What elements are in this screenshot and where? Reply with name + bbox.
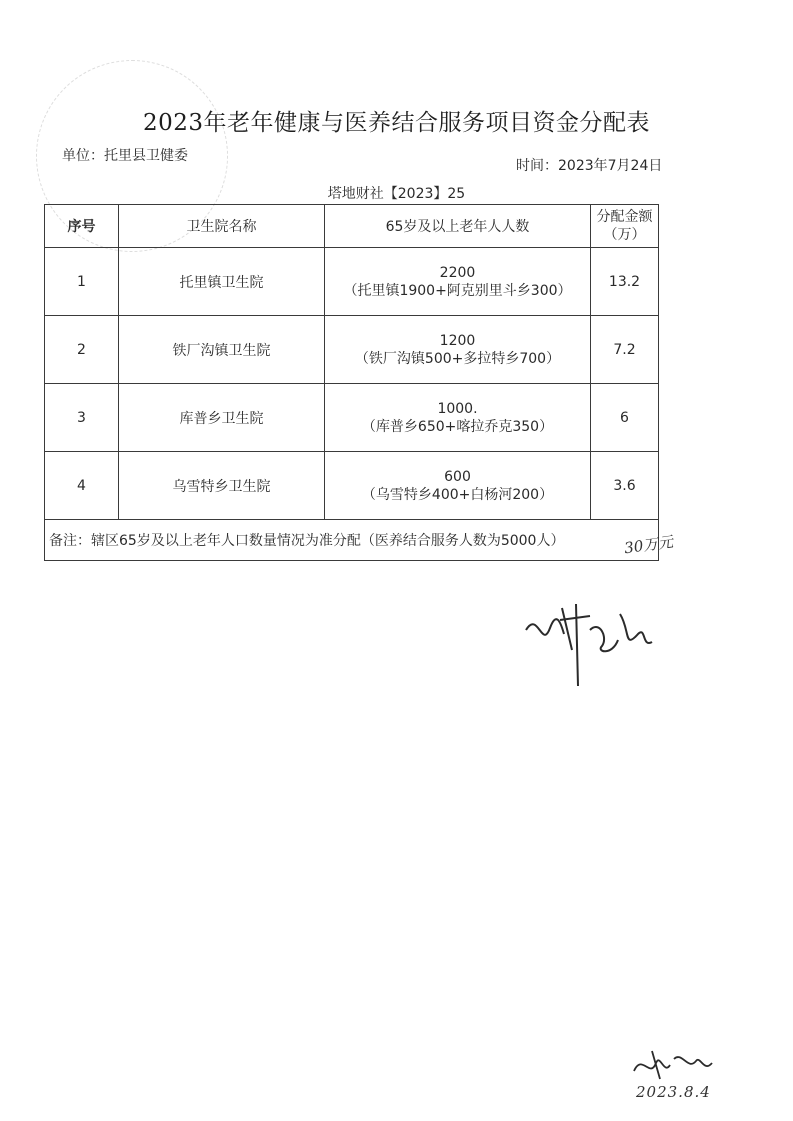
row-count: [325, 384, 591, 452]
header-amount-line2: （万）: [603, 227, 646, 243]
table-row: [45, 248, 659, 316]
header-count: 65岁及以上老年人人数: [325, 205, 591, 248]
table-row: [45, 384, 659, 452]
row-count-breakdown: （库普乡650+喀拉乔克350）: [361, 418, 554, 435]
row-count: [325, 452, 591, 520]
row-count-total: 600: [444, 468, 471, 485]
signature-scribble-1: [520, 590, 660, 690]
row-index: 1: [45, 248, 119, 316]
document-number: 塔地财社【2023】25: [327, 186, 466, 202]
row-hospital: 乌雪特乡卫生院: [119, 452, 325, 520]
row-amount: 6: [591, 384, 659, 452]
row-hospital: 托里镇卫生院: [119, 248, 325, 316]
handwritten-total-note: 30万元: [623, 532, 675, 558]
signature-scribble-2: [630, 1045, 720, 1085]
row-count-breakdown: （托里镇1900+阿克别里斗乡300）: [343, 282, 572, 299]
remark-text: 备注：辖区65岁及以上老年人口数量情况为准分配（医养结合服务人数为5000人）: [45, 520, 659, 561]
row-count-breakdown: （乌雪特乡400+白杨河200）: [361, 486, 554, 503]
row-count-total: 1200: [439, 332, 476, 349]
document-date: 时间：2023年7月24日: [516, 158, 663, 174]
header-index: 序号: [45, 205, 119, 248]
row-amount: 7.2: [591, 316, 659, 384]
row-amount: 13.2: [591, 248, 659, 316]
header-amount-line1: 分配金额: [596, 209, 653, 225]
row-hospital: 库普乡卫生院: [119, 384, 325, 452]
row-index: 2: [45, 316, 119, 384]
issuing-unit: 单位：托里县卫健委: [62, 148, 188, 164]
allocation-table: [44, 204, 659, 561]
row-index: 3: [45, 384, 119, 452]
header-hospital: 卫生院名称: [119, 205, 325, 248]
row-count: [325, 248, 591, 316]
row-count-total: 1000.: [437, 400, 478, 417]
row-count-total: 2200: [439, 264, 476, 281]
row-count: [325, 316, 591, 384]
row-index: 4: [45, 452, 119, 520]
table-row: [45, 316, 659, 384]
handwritten-signature-date: 2023.8.4: [636, 1083, 711, 1101]
header-amount: [591, 205, 659, 248]
row-count-breakdown: （铁厂沟镇500+多拉特乡700）: [354, 350, 561, 367]
row-hospital: 铁厂沟镇卫生院: [119, 316, 325, 384]
document-title: 2023年老年健康与医养结合服务项目资金分配表: [142, 110, 651, 136]
table-header-row: [45, 205, 659, 248]
table-row: [45, 452, 659, 520]
row-amount: 3.6: [591, 452, 659, 520]
remark-row: [45, 520, 659, 561]
